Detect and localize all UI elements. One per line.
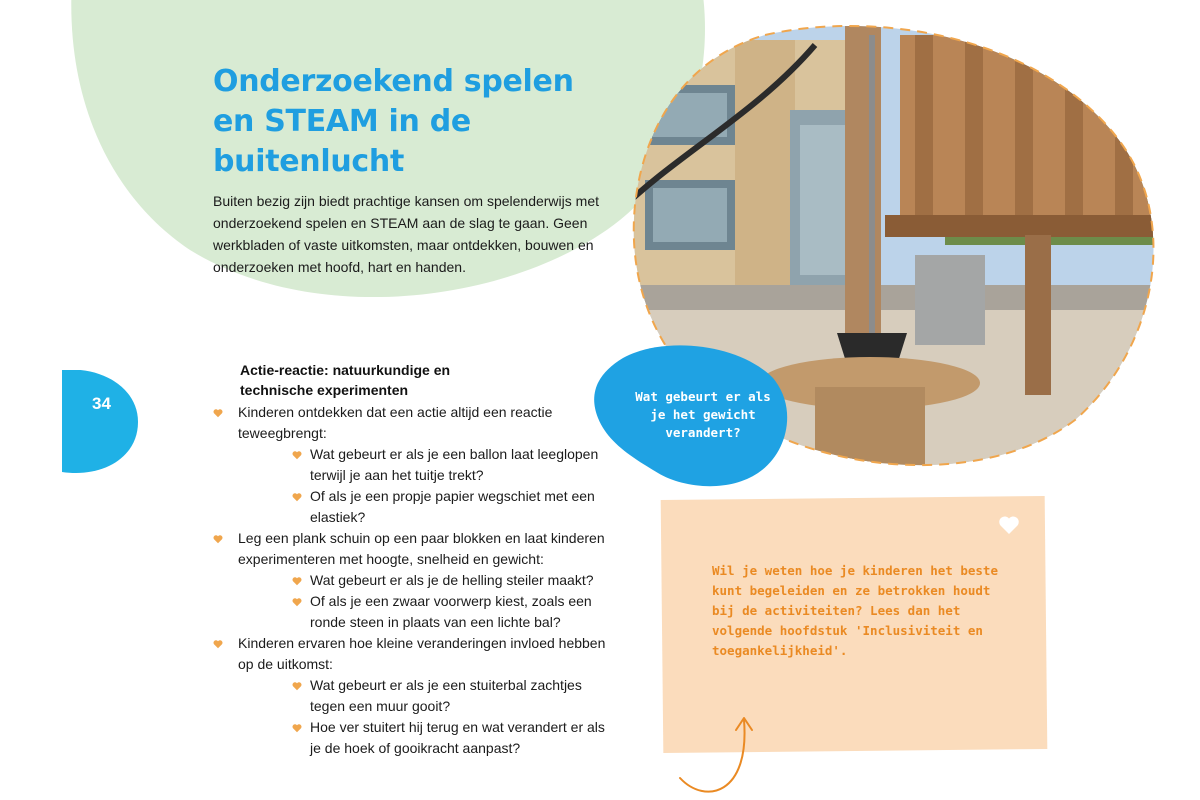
sub-list-item — [238, 717, 612, 759]
sub-list-item-text: Wat gebeurt er als je de helling steiler maakt? — [310, 572, 594, 588]
list-item-text: Leg een plank schuin op een paar blokken en laat kinderen experimenteren met hoogte, snelheid en gewicht: — [238, 530, 605, 567]
sub-list-item-text: Of als je een zwaar voorwerp kiest, zoals een ronde steen in plaats van een lichte bal? — [310, 593, 592, 630]
page-number-badge — [62, 370, 138, 474]
sub-list-item-text: Wat gebeurt er als je een stuiterbal zachtjes tegen een muur gooit? — [310, 677, 582, 714]
sub-list-item — [238, 444, 612, 486]
list-item — [212, 402, 612, 528]
experiment-list — [212, 402, 612, 759]
sub-list-item-text: Hoe ver stuitert hij terug en wat verandert er als je de hoek of gooikracht aanpast? — [310, 719, 605, 756]
heart-bullet-icon — [213, 408, 223, 418]
intro-paragraph: Buiten bezig zijn biedt prachtige kansen om spelenderwijs met onderzoekend spelen en STEAM aan de slag te gaan. Geen werkbladen of vaste uitkomsten, maar ontdekken, bouwen en onderzoeken met hoofd, hart en handen. — [213, 193, 599, 275]
heart-bullet-icon — [292, 492, 302, 502]
curved-arrow-icon — [660, 700, 770, 800]
heart-bullet-icon — [213, 534, 223, 544]
photo-caption: Wat gebeurt er als je het gewicht verandert? — [635, 389, 771, 440]
page-title: Onderzoekend spelen en STEAM in de buitenlucht — [213, 64, 574, 179]
sub-list-item — [238, 486, 612, 528]
section-heading: Actie-reactie: natuurkundige en technische experimenten — [240, 362, 451, 398]
page-number: 34 — [92, 394, 111, 413]
heart-bullet-icon — [292, 450, 302, 460]
sub-list-item-text: Of als je een propje papier wegschiet met een elastiek? — [310, 488, 595, 525]
heart-icon — [998, 514, 1020, 536]
heart-bullet-icon — [292, 681, 302, 691]
heart-bullet-icon — [292, 597, 302, 607]
sub-list-item — [238, 591, 612, 633]
sub-list-item-text: Wat gebeurt er als je een ballon laat leeglopen terwijl je aan het tuitje trekt? — [310, 446, 599, 483]
list-item — [212, 633, 612, 759]
tip-text: Wil je weten hoe je kinderen het beste kunt begeleiden en ze betrokken houdt bij de activiteiten? Lees dan het volgende hoofdstuk 'Inclusiviteit en toegankelijkheid'. — [712, 563, 998, 658]
heart-bullet-icon — [292, 576, 302, 586]
heart-bullet-icon — [292, 723, 302, 733]
list-item-text: Kinderen ontdekken dat een actie altijd een reactie teweegbrengt: — [238, 404, 553, 441]
list-item — [212, 528, 612, 633]
list-item-text: Kinderen ervaren hoe kleine veranderingen invloed hebben op de uitkomst: — [238, 635, 606, 672]
sub-list-item — [238, 570, 612, 591]
sub-list-item — [238, 675, 612, 717]
heart-bullet-icon — [213, 639, 223, 649]
